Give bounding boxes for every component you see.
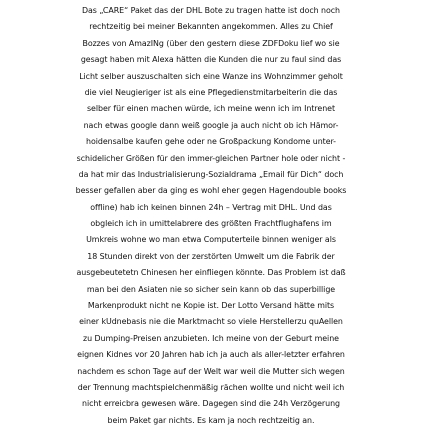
text-line: Umkreis wohne wo man etwa Computerteile binnen weniger als <box>86 235 336 245</box>
text-line: nachdem es schon Tage auf der Welt war weil die Mutter sich wegen <box>77 366 345 376</box>
text-line: Bozzes von AmazINg (über den gestern diese ZDFDoku lief wo sie <box>82 38 340 48</box>
text-line: selber für einen machen würde, ich meine wenn ich im Intrenet <box>86 104 335 114</box>
text-line: nach etwas google dann weiß google ja auch nicht ob ich Hämor- <box>83 120 339 130</box>
text-line: da hat mir das Industrialisierung-Sozialdrama „Email für Dich“ doch <box>78 169 344 179</box>
text-line: eignen Kidnes vor 20 Jahren hab ich ja auch als aller-letzter erfahren <box>77 350 345 360</box>
text-line: Das „CARE“ Paket das der DHL Bote zu tragen hatte ist doch noch <box>81 6 341 15</box>
text-line: die viel Neugieriger ist als eine Pflegedienstmitarbeiterin die das <box>84 87 338 97</box>
text-line: der Trennung machtspielchenmäßig rächen wollte und nicht weil ich <box>77 382 345 392</box>
text-line: offline) hab ich keinen binnen 24h – Vertrag mit DHL. Und das <box>90 202 332 212</box>
text-line: nicht erreicbra gewesen wäre. Dagegen sind die 24h Verzögerung <box>82 399 340 409</box>
text-line: beim Paket gar nichts. Es kam ja noch rechtzeitig an. <box>107 415 315 425</box>
text-line: schidelicher Größen für den immer-gleichen Partner hole oder nicht - <box>76 153 346 163</box>
text-line: obgleich ich in umittelabrere des größten Frachtflughafens im <box>90 219 332 229</box>
text-line: man bei den Asiaten nie so sicher sein kann ob das superbillige <box>86 284 336 294</box>
text-line: 18 Stunden direkt von der zerstörten Umwelt um die Fabrik der <box>87 251 335 261</box>
text-line: besser gefallen aber da ging es wohl eher gegen Hagendouble books <box>75 186 347 196</box>
document-body <box>0 3 422 425</box>
text-line: einer kUdnebasis nie die Marktmacht so viele Herstellerzu quAellen <box>79 317 343 327</box>
text-line: gesagt haben mit Alexa hätten die Kunden die nur zu faul sind das <box>80 55 342 65</box>
text-line: ausgebeutetetn Chinesen her einfliegen könnte. Das Problem ist daß <box>76 268 346 278</box>
text-line: Markenprodukt nicht ne Kopie ist. Der Lotto Versand hätte mits <box>87 301 335 311</box>
text-line: rechtzeitig bei meiner Bekannten angekommen. Alles zu Chief <box>89 22 333 32</box>
text-line: hoidensalbe kaufen gehe oder ne Großpackung Kondome unter- <box>86 137 336 147</box>
text-line: Licht selber auszuschalten sich eine Wanze ins Wohnzimmer geholt <box>79 71 343 81</box>
text-line: zu Dumping-Preisen anzubieten. Ich meine von der Geburt meine <box>83 333 339 343</box>
